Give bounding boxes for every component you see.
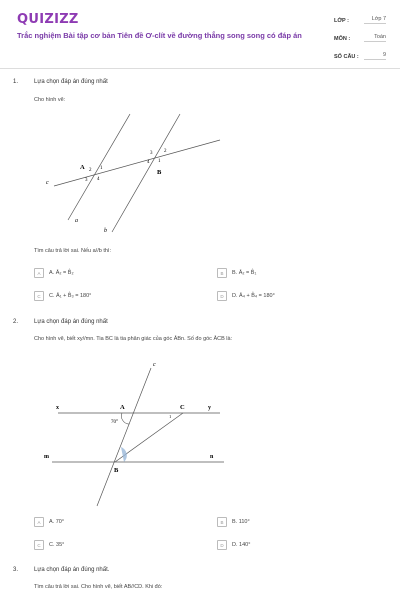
angle-B-shade — [121, 447, 127, 462]
q1-option-b-text: B. Â₂ = B̂₁ — [232, 270, 257, 276]
q2-option-c-text: C. 35° — [49, 542, 65, 548]
point-C: C — [180, 404, 185, 411]
angle-A4: 4 — [97, 177, 100, 182]
angle-70-label: 70° — [111, 420, 118, 425]
q1-option-a-box[interactable]: A — [34, 268, 44, 278]
angle-1-label: 1 — [169, 414, 172, 419]
q2-option-c[interactable] — [34, 540, 64, 550]
angle-B1: 1 — [158, 159, 161, 164]
line-c — [54, 140, 220, 186]
angle-A3: 3 — [85, 178, 88, 183]
angle-A1: 1 — [100, 166, 103, 171]
q1-option-c-text: C. Â₁ + B̂₃ = 180° — [49, 293, 92, 299]
label-m: m — [44, 454, 49, 460]
question-1-heading: Lựa chọn đáp án đúng nhất — [34, 79, 108, 85]
meta-grade-label: LỚP : — [334, 18, 349, 24]
label-n: n — [210, 454, 214, 460]
label-b: b — [104, 228, 107, 234]
q2-option-c-box[interactable]: C — [34, 540, 44, 550]
point-A: A — [80, 164, 85, 171]
page-title: Trắc nghiệm Bài tập cơ bản Tiên đề Ơ-clít về đường thẳng song song có đáp án — [17, 31, 302, 40]
q1-option-b[interactable] — [217, 268, 256, 278]
question-1-intro: Cho hình vẽ: — [34, 97, 66, 103]
meta-panel — [334, 14, 386, 68]
q2-option-b[interactable] — [217, 517, 250, 527]
meta-subject — [334, 32, 386, 42]
question-1-figure — [40, 110, 240, 240]
meta-subject-label: MÔN : — [334, 36, 351, 42]
point-B2: B — [114, 467, 119, 474]
meta-subject-value: Toán — [364, 34, 386, 42]
point-B: B — [157, 169, 162, 176]
question-3-prompt: Tìm câu trả lời sai. Cho hình vẽ, biết AB//CD. Khi đó: — [34, 584, 163, 590]
q2-option-d-box[interactable]: D — [217, 540, 227, 550]
angle-A2: 2 — [89, 168, 92, 173]
quizizz-logo: QUIZIZZ — [17, 12, 79, 27]
question-1-number: 1. — [13, 79, 19, 85]
meta-grade — [334, 14, 386, 24]
line-b — [112, 114, 180, 232]
question-2-prompt: Cho hình vẽ, biết xy//mn. Tia BC là tia phân giác của góc ÂBn. Số đo góc ÂCB là: — [34, 336, 233, 342]
question-1-prompt: Tìm câu trả lời sai. Nếu a//b thì: — [34, 248, 111, 254]
line-c-transversal — [97, 368, 151, 506]
meta-count — [334, 50, 386, 60]
angle-B3: 3 — [150, 151, 153, 156]
q2-option-a-box[interactable]: A — [34, 517, 44, 527]
q2-option-b-box[interactable]: B — [217, 517, 227, 527]
q2-option-b-text: B. 110° — [232, 519, 250, 525]
header-divider — [0, 68, 400, 69]
question-2-number: 2. — [13, 319, 19, 325]
label-y: y — [208, 405, 211, 411]
q2-option-d-text: D. 140° — [232, 542, 251, 548]
question-3-number: 3. — [13, 567, 19, 573]
meta-grade-value: Lớp 7 — [364, 16, 386, 24]
meta-count-value: 9 — [364, 52, 386, 60]
question-2-heading: Lựa chọn đáp án đúng nhất — [34, 319, 108, 325]
q1-option-a[interactable] — [34, 268, 74, 278]
q1-option-b-box[interactable]: B — [217, 268, 227, 278]
meta-count-label: SỐ CÂU : — [334, 54, 359, 60]
q1-option-d-box[interactable]: D — [217, 291, 227, 301]
q1-option-d-text: D. Â₄ + B̂₄ = 180° — [232, 293, 275, 299]
q1-option-a-text: A. Â₂ = B̂₂ — [49, 270, 74, 276]
question-3-heading: Lựa chọn đáp án đúng nhất. — [34, 567, 110, 573]
q2-option-d[interactable] — [217, 540, 250, 550]
label-c2: c — [153, 362, 156, 368]
q1-option-c[interactable] — [34, 291, 91, 301]
label-c: c — [46, 180, 49, 186]
label-a: a — [75, 218, 78, 224]
q1-option-c-box[interactable]: C — [34, 291, 44, 301]
line-a — [68, 114, 130, 220]
q1-option-d[interactable] — [217, 291, 275, 301]
q2-option-a-text: A. 70° — [49, 519, 65, 525]
angle-70-arc — [121, 413, 129, 424]
question-2-figure — [40, 358, 240, 508]
q2-option-a[interactable] — [34, 517, 64, 527]
angle-B4: 4 — [147, 160, 150, 165]
label-x: x — [56, 405, 59, 411]
angle-B2: 2 — [164, 149, 167, 154]
point-A2: A — [120, 404, 125, 411]
